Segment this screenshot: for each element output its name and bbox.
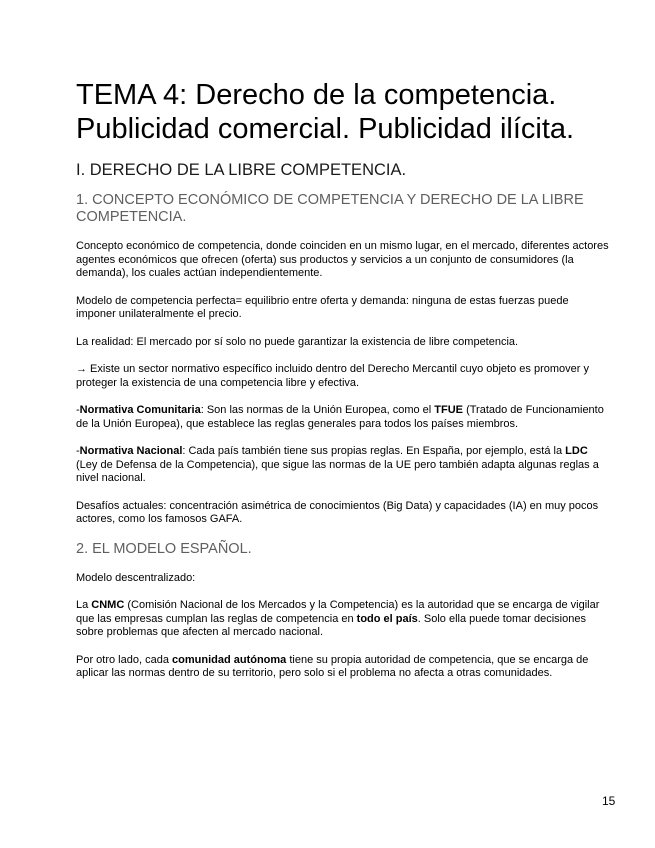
section-heading-1: I. DERECHO DE LA LIBRE COMPETENCIA.: [76, 161, 407, 179]
p9-text-2: . Solo ella puede tomar decisiones sobre problemas que afecten al mercado nacional.: [76, 612, 586, 638]
title-line-1: TEMA 4: Derecho de la competencia.: [76, 79, 557, 111]
p9-text-0: La: [76, 599, 92, 611]
p10-text-1: tiene su propia autoridad de competencia, que se encarga de aplicar las normas dentro de su territorio, pero solo si el problema no afecta a otras comunidades.: [76, 653, 589, 679]
p9-bold-scope: todo el país: [356, 612, 418, 625]
p6-text-2: (Ley de Defensa de la Competencia), que sigue las normas de la UE pero también adapta algunas reglas a nivel nacional.: [76, 458, 599, 484]
paragraph-1: Concepto económico de competencia, donde coinciden en un mismo lugar, en el mercado, diferentes actores agentes económicos que ofrecen (oferta) sus productos y servicios a un conjunto de consumidores (la demanda), los cuales actúan independientemente.: [76, 240, 609, 279]
p6-prefix: -: [76, 445, 80, 457]
p10-bold-term: comunidad autónoma: [172, 653, 287, 666]
subsection-heading-2: 2. EL MODELO ESPAÑOL.: [76, 540, 252, 557]
p5-bold-tfue: TFUE: [434, 404, 464, 416]
paragraph-7: Desafíos actuales: concentración asimétrica de conocimientos (Big Data) y capacidades (IA) en muy pocos actores, como los famosos GAFA.: [76, 499, 599, 525]
paragraph-4: → Existe un sector normativo específico incluido dentro del Derecho Mercantil cuyo objeto es promover y proteger la existencia de una competencia libre y efectiva.: [76, 363, 589, 389]
p10-text-0: Por otro lado, cada: [76, 653, 173, 666]
p6-bold-term: Normativa Nacional: [79, 445, 183, 457]
page-number: 15: [602, 794, 616, 808]
subsection-heading-1: 1. CONCEPTO ECONÓMICO DE COMPETENCIA Y DERECHO DE LA LIBRE COMPETENCIA.: [76, 192, 584, 225]
document-page: [76, 78, 610, 695]
document-title: [76, 78, 610, 146]
p6-bold-ldc: LDC: [565, 445, 588, 457]
p5-bold-term: Normativa Comunitaria: [79, 404, 201, 416]
paragraph-5: [76, 404, 610, 431]
p9-text-1: (Comisión Nacional de los Mercados y la Competencia) es la autoridad que se encarga de vigilar que las empresas cumplan las reglas de competencia en: [76, 599, 600, 625]
p5-text-1: : Son las normas de la Unión Europea, como el: [200, 404, 435, 416]
paragraph-8: Modelo descentralizado:: [76, 571, 196, 584]
p5-text-2: (Tratado de Funcionamiento de la Unión Europea), que establece las reglas generales para todos los países miembros.: [76, 404, 604, 430]
paragraph-2: Modelo de competencia perfecta= equilibrio entre oferta y demanda: ninguna de estas fuerzas puede imponer unilateralmente el precio.: [76, 294, 569, 320]
p5-prefix: -: [76, 404, 80, 416]
paragraph-9: [76, 599, 610, 640]
p6-text-1: : Cada país también tiene sus propias reglas. En España, por ejemplo, está la: [182, 445, 566, 457]
paragraph-6: [76, 445, 610, 486]
title-line-2: Publicidad comercial. Publicidad ilícita.: [76, 113, 575, 145]
paragraph-10: [76, 654, 610, 681]
p9-bold-cnmc: CNMC: [91, 599, 125, 611]
paragraph-3: La realidad: El mercado por sí solo no puede garantizar la existencia de libre competencia.: [76, 335, 519, 348]
